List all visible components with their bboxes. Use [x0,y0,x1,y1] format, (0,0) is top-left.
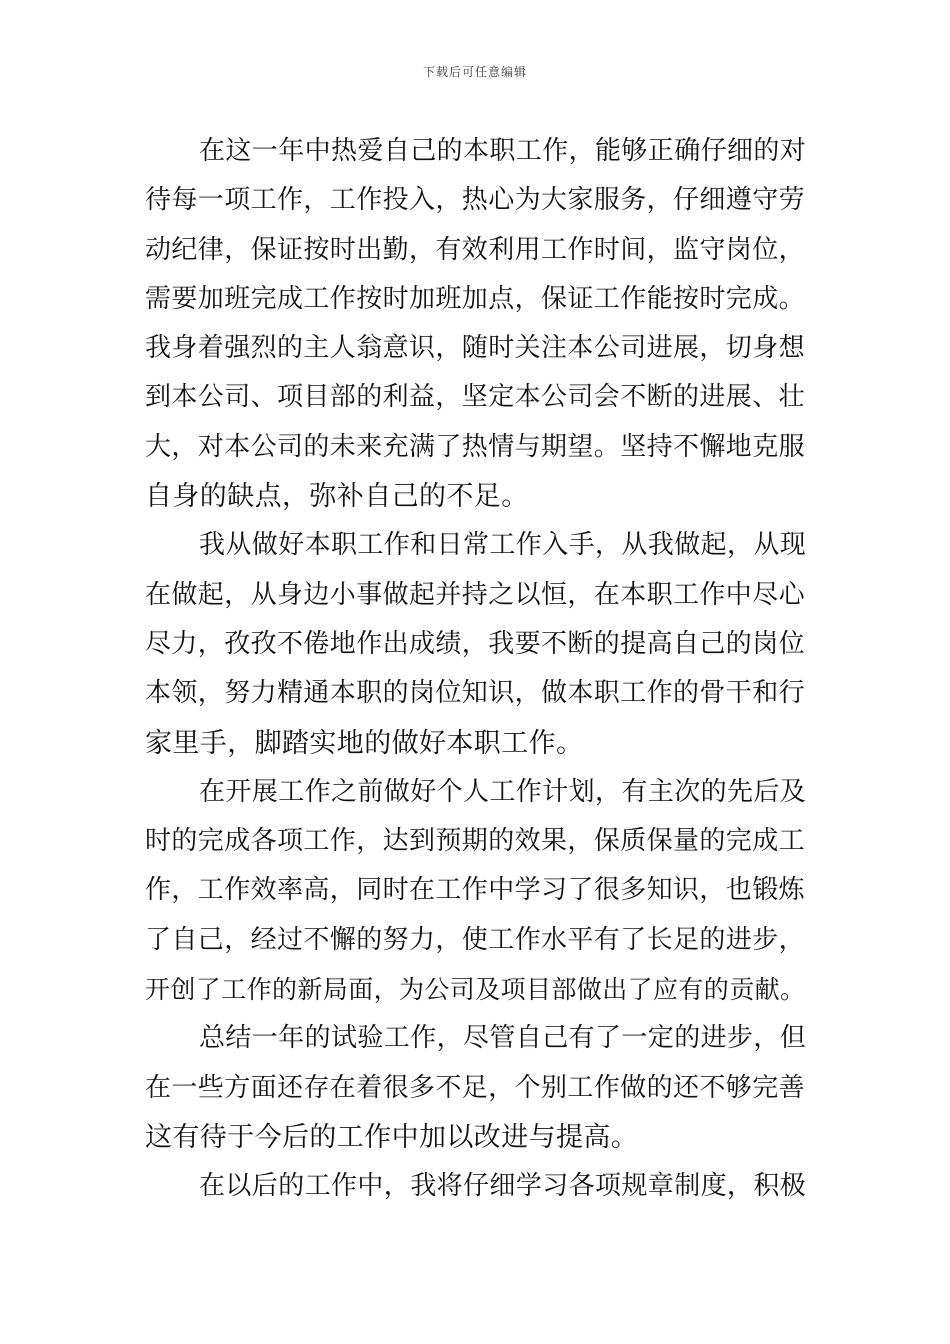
text-line: 在做起，从身边小事做起并持之以恒，在本职工作中尽心 [145,579,806,610]
text-line: 动纪律，保证按时出勤，有效利用工作时间，监守岗位， [145,234,806,265]
text-line: 需要加班完成工作按时加班加点，保证工作能按时完成。 [145,283,806,314]
text-line: 自身的缺点，弥补自己的不足。 [145,481,529,513]
text-line: 本领，努力精通本职的岗位知识，做本职工作的骨干和行 [145,678,806,709]
text-line: 到本公司、项目部的利益，坚定本公司会不断的进展、壮 [145,382,806,413]
text-line: 我身着强烈的主人翁意识，随时关注本公司进展，切身想 [145,333,806,364]
text-line: 大，对本公司的未来充满了热情与期望。坚持不懈地克服 [145,431,806,462]
text-line: 在开展工作之前做好个人工作计划，有主次的先后及 [199,776,807,807]
paragraph [145,1014,810,1162]
text-line: 开创了工作的新局面，为公司及项目部做出了应有的贡献。 [145,975,806,1005]
text-line: 在这一年中热爱自己的本职工作，能够正确仔细的对 [199,136,807,166]
paragraph [145,1162,810,1211]
text-line: 了自己，经过不懈的努力，使工作水平有了长足的进步， [145,924,806,955]
text-line: 尽力，孜孜不倦地作出成绩，我要不断的提高自己的岗位 [145,628,806,659]
document-body [145,127,810,1212]
text-line: 总结一年的试验工作，尽管自己有了一定的进步，但 [199,1023,807,1054]
text-line: 家里手，脚踏实地的做好本职工作。 [145,727,584,759]
text-line: 这有待于今后的工作中加以改进与提高。 [145,1121,639,1153]
header-note: 下载后可任意编辑 [422,65,527,79]
text-line: 作，工作效率高，同时在工作中学习了很多知识，也锻炼 [145,875,806,906]
text-line: 待每一项工作，工作投入，热心为大家服务，仔细遵守劳 [145,185,806,216]
text-line: 时的完成各项工作，达到预期的效果，保质保量的完成工 [145,826,806,857]
text-line: 我从做好本职工作和日常工作入手，从我做起，从现 [199,530,807,561]
paragraph [145,521,810,767]
paragraph [145,768,810,1014]
text-line: 在以后的工作中，我将仔细学习各项规章制度，积极 [199,1171,807,1202]
paragraph [145,127,810,521]
text-line: 在一些方面还存在着很多不足，个别工作做的还不够完善 [145,1072,806,1103]
